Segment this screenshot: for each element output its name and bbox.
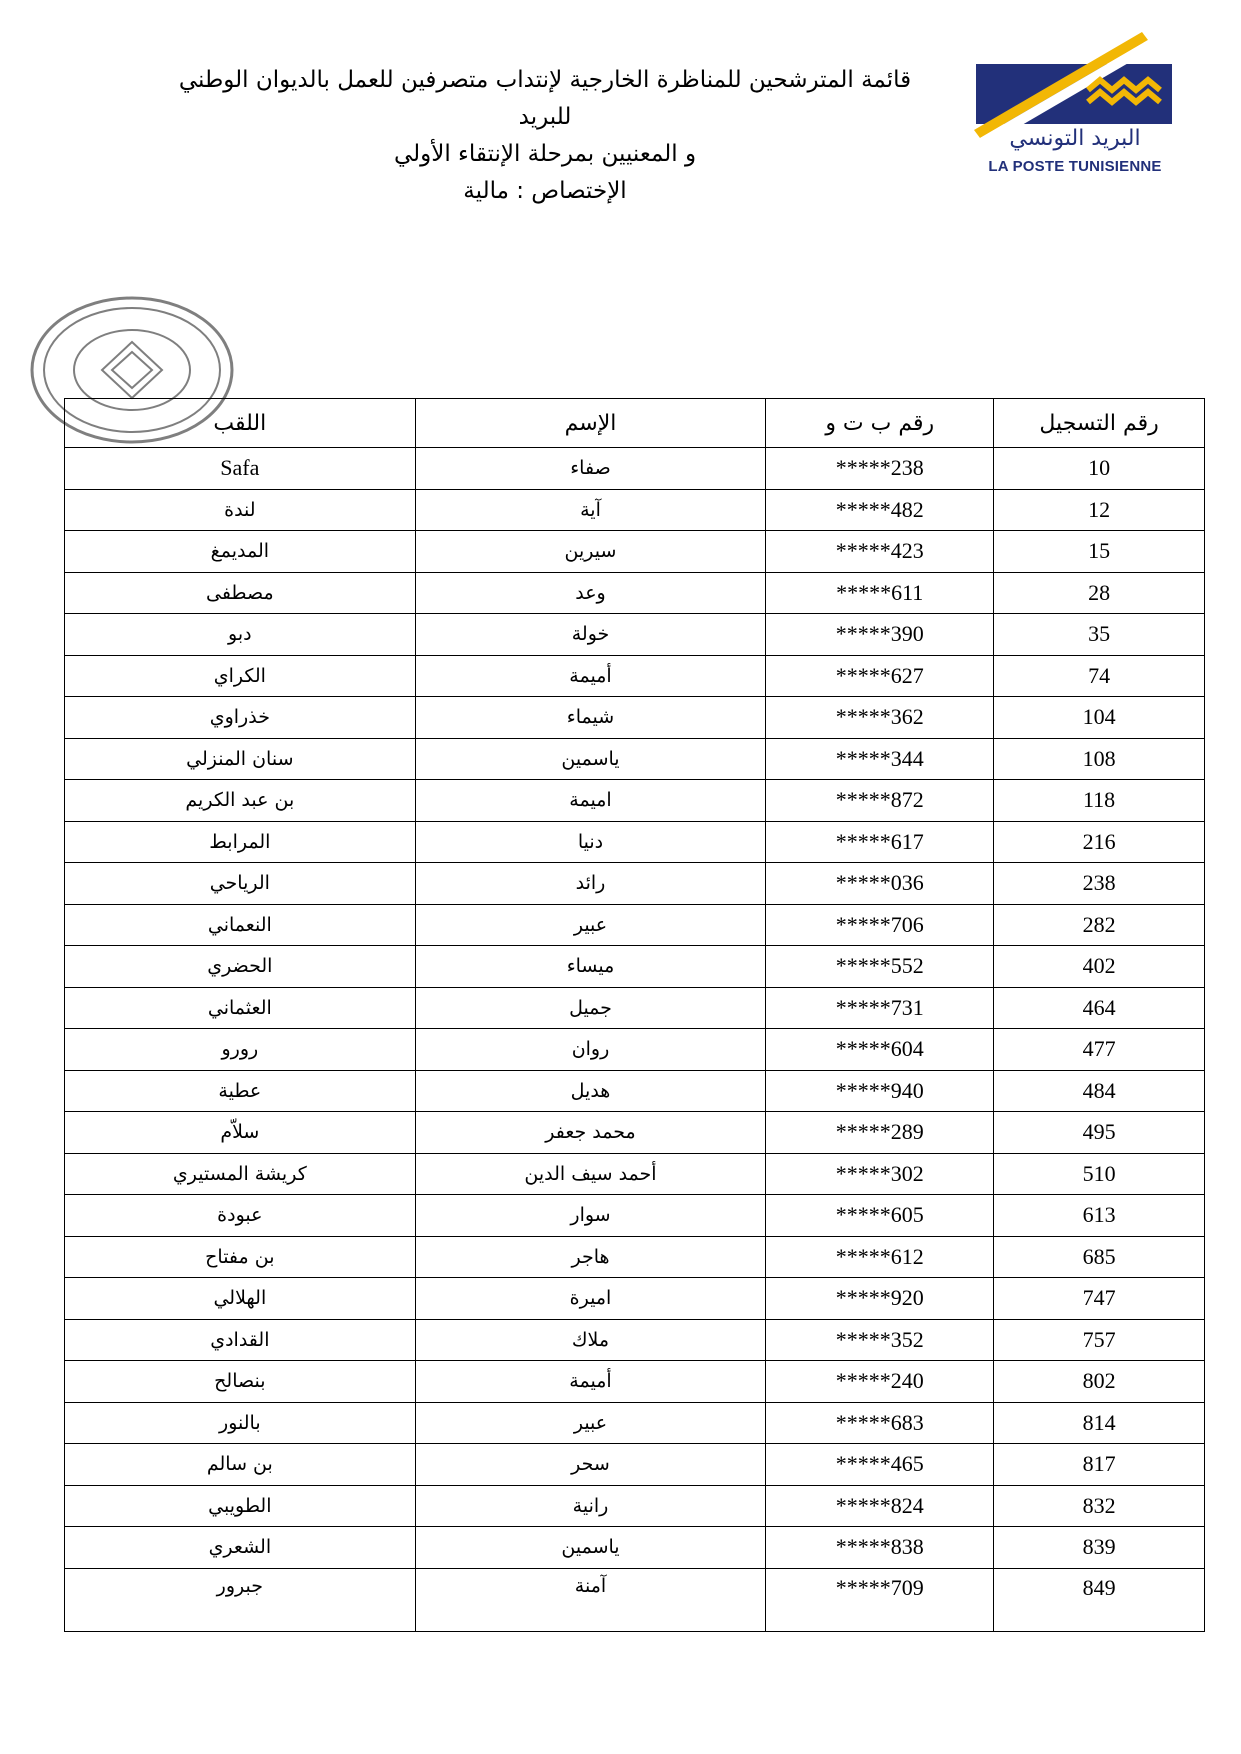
registration-number-cell: 839 (994, 1527, 1205, 1569)
la-poste-logo-icon (970, 28, 1180, 178)
last-name-cell: القدادي (65, 1319, 416, 1361)
table-row (65, 780, 1205, 822)
table-row (65, 531, 1205, 573)
id-number-cell: *****605 (766, 1195, 994, 1237)
registration-number-cell: 495 (994, 1112, 1205, 1154)
first-name-cell: ياسمين (415, 738, 766, 780)
last-name-cell: النعماني (65, 904, 416, 946)
id-number-cell: *****238 (766, 448, 994, 490)
last-name-cell: خذراوي (65, 697, 416, 739)
id-number-cell: *****352 (766, 1319, 994, 1361)
last-name-cell: الكراي (65, 655, 416, 697)
id-number-cell: *****465 (766, 1444, 994, 1486)
last-name-cell: المديمغ (65, 531, 416, 573)
id-number-cell: *****627 (766, 655, 994, 697)
first-name-cell: ميساء (415, 946, 766, 988)
id-number-cell: *****362 (766, 697, 994, 739)
last-name-cell: بن مفتاح (65, 1236, 416, 1278)
last-name-cell: جبرور (65, 1568, 416, 1631)
id-number-cell: *****617 (766, 821, 994, 863)
table-body (65, 448, 1205, 1632)
last-name-cell: كريشة المستيري (65, 1153, 416, 1195)
registration-number-cell: 35 (994, 614, 1205, 656)
id-number-cell: *****612 (766, 1236, 994, 1278)
table-row (65, 1278, 1205, 1320)
id-number-cell: *****872 (766, 780, 994, 822)
id-number-cell: *****604 (766, 1029, 994, 1071)
registration-number-cell: 685 (994, 1236, 1205, 1278)
id-number-cell: *****344 (766, 738, 994, 780)
registration-number-cell: 10 (994, 448, 1205, 490)
first-name-cell: اميرة (415, 1278, 766, 1320)
table-row (65, 1236, 1205, 1278)
table-row (65, 1112, 1205, 1154)
id-number-cell: *****920 (766, 1278, 994, 1320)
registration-number-cell: 118 (994, 780, 1205, 822)
first-name-cell: روان (415, 1029, 766, 1071)
last-name-cell: دبو (65, 614, 416, 656)
registration-number-cell: 849 (994, 1568, 1205, 1631)
id-number-cell: *****731 (766, 987, 994, 1029)
last-name-cell: الرياحي (65, 863, 416, 905)
registration-number-cell: 74 (994, 655, 1205, 697)
title-line-1: قائمة المترشحين للمناظرة الخارجية لإنتداب متصرفين للعمل بالديوان الوطني (178, 67, 912, 93)
registration-number-cell: 757 (994, 1319, 1205, 1361)
first-name-cell: شيماء (415, 697, 766, 739)
registration-number-cell: 747 (994, 1278, 1205, 1320)
registration-number-cell: 282 (994, 904, 1205, 946)
id-number-cell: *****036 (766, 863, 994, 905)
registration-number-cell: 402 (994, 946, 1205, 988)
registration-number-cell: 477 (994, 1029, 1205, 1071)
logo-arabic-text: البريد التونسي (1009, 126, 1141, 151)
last-name-cell: بالنور (65, 1402, 416, 1444)
table-row (65, 1070, 1205, 1112)
last-name-cell: العثماني (65, 987, 416, 1029)
id-number-cell: *****683 (766, 1402, 994, 1444)
table-row (65, 1153, 1205, 1195)
last-name-cell: لندة (65, 489, 416, 531)
table-row (65, 489, 1205, 531)
table-header-row (65, 399, 1205, 448)
registration-number-cell: 28 (994, 572, 1205, 614)
title-line-2: للبريد (518, 104, 572, 130)
first-name-cell: أميمة (415, 655, 766, 697)
first-name-cell: اميمة (415, 780, 766, 822)
registration-number-cell: 817 (994, 1444, 1205, 1486)
first-name-cell: دنيا (415, 821, 766, 863)
last-name-cell: الهلالي (65, 1278, 416, 1320)
registration-number-cell: 12 (994, 489, 1205, 531)
first-name-cell: هاجر (415, 1236, 766, 1278)
registration-number-cell: 613 (994, 1195, 1205, 1237)
id-number-cell: *****423 (766, 531, 994, 573)
document-title (120, 62, 970, 210)
id-number-cell: *****240 (766, 1361, 994, 1403)
first-name-cell: وعد (415, 572, 766, 614)
last-name-cell: الحضري (65, 946, 416, 988)
table-row (65, 572, 1205, 614)
title-line-3: و المعنيين بمرحلة الإنتقاء الأولي (393, 141, 697, 167)
last-name-cell: عبودة (65, 1195, 416, 1237)
last-name-cell: بن عبد الكريم (65, 780, 416, 822)
last-name-cell: رورو (65, 1029, 416, 1071)
table-row (65, 448, 1205, 490)
registration-number-cell: 216 (994, 821, 1205, 863)
header-id-number: رقم ب ت و (766, 399, 994, 448)
registration-number-cell: 484 (994, 1070, 1205, 1112)
first-name-cell: رانية (415, 1485, 766, 1527)
registration-number-cell: 104 (994, 697, 1205, 739)
table-row (65, 1568, 1205, 1631)
registration-number-cell: 510 (994, 1153, 1205, 1195)
table-row (65, 1029, 1205, 1071)
last-name-cell: بنصالح (65, 1361, 416, 1403)
table-row (65, 614, 1205, 656)
table-row (65, 904, 1205, 946)
registration-number-cell: 15 (994, 531, 1205, 573)
first-name-cell: جميل (415, 987, 766, 1029)
last-name-cell: مصطفى (65, 572, 416, 614)
last-name-cell: بن سالم (65, 1444, 416, 1486)
id-number-cell: *****611 (766, 572, 994, 614)
first-name-cell: سحر (415, 1444, 766, 1486)
first-name-cell: سيرين (415, 531, 766, 573)
registration-number-cell: 814 (994, 1402, 1205, 1444)
table-row (65, 1195, 1205, 1237)
header-last-name: اللقب (65, 399, 416, 448)
last-name-cell: الشعري (65, 1527, 416, 1569)
first-name-cell: خولة (415, 614, 766, 656)
header-registration-number: رقم التسجيل (994, 399, 1205, 448)
id-number-cell: *****838 (766, 1527, 994, 1569)
table-row (65, 1361, 1205, 1403)
first-name-cell: أحمد سيف الدين (415, 1153, 766, 1195)
table-row (65, 1319, 1205, 1361)
last-name-cell: المرابط (65, 821, 416, 863)
last-name-cell: عطية (65, 1070, 416, 1112)
table-row (65, 655, 1205, 697)
first-name-cell: أميمة (415, 1361, 766, 1403)
first-name-cell: ملاك (415, 1319, 766, 1361)
id-number-cell: *****940 (766, 1070, 994, 1112)
first-name-cell: هديل (415, 1070, 766, 1112)
registration-number-cell: 464 (994, 987, 1205, 1029)
table-row (65, 1485, 1205, 1527)
id-number-cell: *****706 (766, 904, 994, 946)
registration-number-cell: 108 (994, 738, 1205, 780)
id-number-cell: *****709 (766, 1568, 994, 1631)
table-row (65, 863, 1205, 905)
id-number-cell: *****289 (766, 1112, 994, 1154)
header-first-name: الإسم (415, 399, 766, 448)
first-name-cell: عبير (415, 904, 766, 946)
registration-number-cell: 238 (994, 863, 1205, 905)
first-name-cell: آمنة (415, 1568, 766, 1631)
first-name-cell: صفاء (415, 448, 766, 490)
table-row (65, 1527, 1205, 1569)
candidates-table (64, 398, 1205, 1632)
last-name-cell: سلاّم (65, 1112, 416, 1154)
registration-number-cell: 802 (994, 1361, 1205, 1403)
first-name-cell: آية (415, 489, 766, 531)
last-name-cell: سنان المنزلي (65, 738, 416, 780)
last-name-cell: Safa (65, 448, 416, 490)
id-number-cell: *****552 (766, 946, 994, 988)
first-name-cell: عبير (415, 1402, 766, 1444)
table-row (65, 821, 1205, 863)
table-row (65, 738, 1205, 780)
table-row (65, 987, 1205, 1029)
id-number-cell: *****302 (766, 1153, 994, 1195)
title-line-4: الإختصاص : مالية (463, 178, 627, 204)
last-name-cell: الطويبي (65, 1485, 416, 1527)
first-name-cell: سوار (415, 1195, 766, 1237)
table-row (65, 946, 1205, 988)
id-number-cell: *****482 (766, 489, 994, 531)
table-row (65, 1402, 1205, 1444)
first-name-cell: رائد (415, 863, 766, 905)
registration-number-cell: 832 (994, 1485, 1205, 1527)
first-name-cell: ياسمين (415, 1527, 766, 1569)
id-number-cell: *****824 (766, 1485, 994, 1527)
id-number-cell: *****390 (766, 614, 994, 656)
table-row (65, 1444, 1205, 1486)
table-row (65, 697, 1205, 739)
logo-french-text: LA POSTE TUNISIENNE (988, 158, 1162, 175)
first-name-cell: محمد جعفر (415, 1112, 766, 1154)
